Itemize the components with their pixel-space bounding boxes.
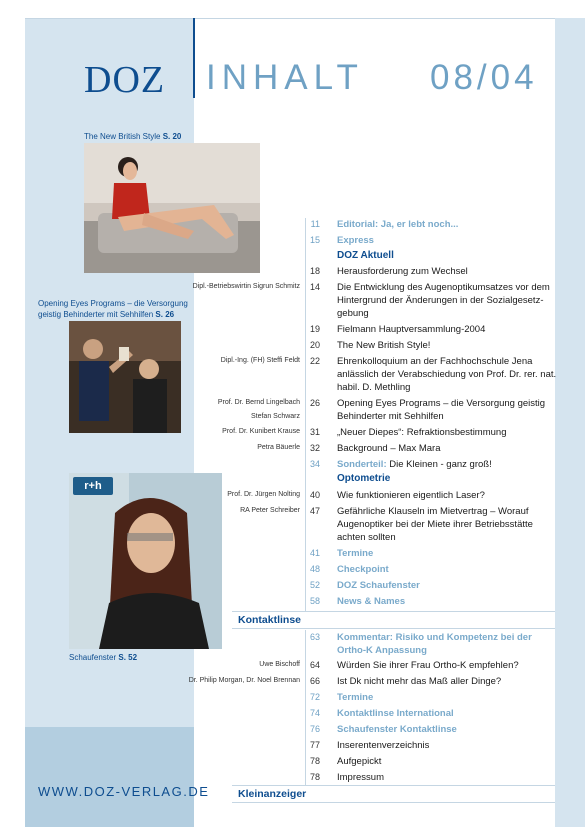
toc-title-text: Schaufenster Kontaktlinse: [337, 724, 457, 735]
toc-title-text: Optometrie: [337, 473, 391, 484]
toc-page-number: 48: [309, 564, 320, 574]
toc-entry-title[interactable]: [337, 723, 562, 736]
toc-title-text: Gefährliche Klauseln im Mietvertrag – Worauf Augenoptiker bei der Miete ihrer Betriebsstätte achten sollten: [337, 506, 533, 543]
photo-schaufenster: [69, 473, 222, 649]
toc-entry-title[interactable]: [337, 355, 562, 394]
toc-page-number: 64: [309, 660, 320, 670]
toc-entry-title[interactable]: [337, 489, 562, 502]
toc-title-text: DOZ Aktuell: [337, 250, 394, 261]
toc-title-text: Herausforderung zum Wechsel: [337, 266, 468, 277]
toc-title-text: Fielmann Hauptversammlung-2004: [337, 324, 486, 335]
toc-entry-title[interactable]: [337, 218, 562, 231]
toc-author: RA Peter Schreiber: [240, 507, 300, 514]
toc-section-heading: [337, 473, 390, 484]
photo-british-style: [84, 143, 260, 273]
toc-title-text: Würden Sie ihrer Frau Ortho-K empfehlen?: [337, 660, 519, 671]
toc-page-number: 11: [310, 219, 320, 229]
toc-section-heading: [337, 250, 394, 261]
toc-title-text: Kontaktlinse International: [337, 708, 454, 719]
toc-title-text: Opening Eyes Programs – die Versorgung geistig Behinderter mit Sehhilfen: [337, 398, 546, 422]
toc-title-text: Termine: [337, 692, 374, 703]
toc-entry-title[interactable]: [337, 631, 562, 657]
toc-title-text: Background – Max Mara: [337, 443, 441, 454]
toc-page-number: 32: [309, 443, 320, 453]
toc-title-text: Impressum: [337, 772, 384, 783]
page-title: INHALT: [206, 58, 364, 97]
toc-page-number: 72: [309, 692, 320, 702]
toc-page-number: 58: [309, 596, 320, 606]
caption-opening-eyes: Opening Eyes Programs – die Versorgung geistig Behinderter mit Sehhilfen S. 26: [38, 299, 188, 319]
toc-author: Stefan Schwarz: [250, 413, 300, 420]
toc-page-number: 52: [309, 580, 320, 590]
toc-page-number: 63: [309, 632, 320, 642]
website-url[interactable]: WWW.DOZ-VERLAG.DE: [38, 784, 210, 799]
toc-entry-title[interactable]: [337, 442, 562, 455]
toc-author: Dr. Philip Morgan, Dr. Noel Brennan: [188, 677, 300, 684]
toc-title-text: Ehrenkolloquium an der Fachhochschule Jena anlässlich der Verabschiedung von Prof. Dr. rer. nat. habil. D. Methling: [337, 356, 557, 393]
toc-entry-title[interactable]: [337, 397, 562, 423]
toc-author: Prof. Dr. Bernd Lingelbach: [217, 399, 300, 406]
toc-page-number: 78: [309, 772, 320, 782]
toc-page-number: 18: [309, 266, 320, 276]
toc-entry-title[interactable]: [337, 595, 562, 608]
toc-title-text: Inserentenverzeichnis: [337, 740, 430, 751]
toc-title-text: Die Entwicklung des Augenoptikumsatzes vor dem Hintergrund der Änderungen in der Sozialgesetz-gebung: [337, 282, 550, 319]
toc-page-number: 47: [309, 506, 320, 516]
toc-title-text: Wie funktionieren eigentlich Laser?: [337, 490, 485, 501]
caption-british-style: The New British Style S. 20: [84, 132, 182, 141]
toc-entry-title[interactable]: [337, 707, 562, 720]
toc-page-number: 77: [309, 740, 320, 750]
toc-page-number: 19: [309, 324, 320, 334]
toc-author: Prof. Dr. Jürgen Nolting: [227, 491, 300, 498]
toc-page-number: 31: [309, 427, 320, 437]
toc-page-number: 78: [309, 756, 320, 766]
toc-entry-title[interactable]: [337, 771, 562, 784]
issue-number: 08/04: [430, 58, 538, 97]
toc-title-text: The New British Style!: [337, 340, 431, 351]
toc-title-rest: Die Kleinen - ganz groß!: [386, 459, 492, 470]
toc-title-text: „Neuer Diepes“: Refraktionsbestimmung: [337, 427, 507, 438]
toc-page-number: 76: [309, 724, 320, 734]
toc-page-number: 74: [309, 708, 320, 718]
toc-author: Petra Bäuerle: [257, 444, 300, 451]
toc-title-text: Sonderteil:: [337, 459, 387, 470]
toc-title-text: Aufgepickt: [337, 756, 382, 767]
toc-page-number: 20: [309, 340, 320, 350]
rh-logo: r+h: [73, 477, 113, 495]
toc-title-text: DOZ Schaufenster: [337, 580, 420, 591]
toc-entry-title[interactable]: [337, 234, 562, 247]
toc-entry-title[interactable]: [337, 739, 562, 752]
section-kleinanzeiger: Kleinanzeiger: [232, 785, 555, 803]
toc-title-text: Termine: [337, 548, 374, 559]
toc-title-text: Kommentar: Risiko und Kompetenz bei der Ortho-K Anpassung: [337, 632, 532, 656]
toc-entry-title[interactable]: [337, 265, 562, 278]
toc-page-number: 14: [309, 282, 320, 292]
toc-page-number: 26: [309, 398, 320, 408]
toc-title-text: Checkpoint: [337, 564, 389, 575]
toc-page-number: 34: [309, 459, 320, 469]
toc-entry-title[interactable]: [337, 281, 562, 320]
toc-author: Prof. Dr. Kunibert Krause: [222, 428, 300, 435]
toc-title-text: News & Names: [337, 596, 406, 607]
section-kontaktlinse: Kontaktlinse: [232, 611, 555, 629]
toc-entry-title[interactable]: [337, 505, 562, 544]
toc-author: Dipl.-Betriebswirtin Sigrun Schmitz: [192, 283, 300, 290]
toc-author: Uwe Bischoff: [259, 661, 300, 668]
doz-logo: DOZ: [84, 59, 166, 101]
toc-page-number: 22: [309, 356, 320, 366]
toc-author: Dipl.-Ing. (FH) Steffi Feldt: [220, 357, 300, 364]
toc-entry-title[interactable]: [337, 675, 562, 688]
caption-schaufenster: Schaufenster S. 52: [69, 653, 138, 662]
toc-entry-title[interactable]: [337, 339, 562, 352]
toc-entry-title[interactable]: [337, 691, 562, 704]
top-rule: [25, 18, 555, 19]
toc-entry-title[interactable]: [337, 579, 562, 592]
toc-page-number: 15: [309, 235, 320, 245]
header-divider: [193, 18, 195, 98]
toc-title-text: Express: [337, 235, 374, 246]
toc-entry-title[interactable]: [337, 426, 562, 439]
toc-page-number: 40: [309, 490, 320, 500]
toc-entry-title[interactable]: [337, 323, 562, 336]
toc-title-text: Editorial: Ja, er lebt noch...: [337, 219, 459, 230]
toc-entry-title[interactable]: [337, 659, 562, 672]
toc-page-number: 66: [309, 676, 320, 686]
toc-entry-title[interactable]: [337, 458, 562, 471]
toc-title-text: Ist Dk nicht mehr das Maß aller Dinge?: [337, 676, 502, 687]
toc-page-number: 41: [309, 548, 320, 558]
left-column-footer: [25, 727, 194, 827]
toc-entry-title[interactable]: [337, 755, 562, 768]
toc-entry-title[interactable]: [337, 563, 562, 576]
toc-entry-title[interactable]: [337, 547, 562, 560]
